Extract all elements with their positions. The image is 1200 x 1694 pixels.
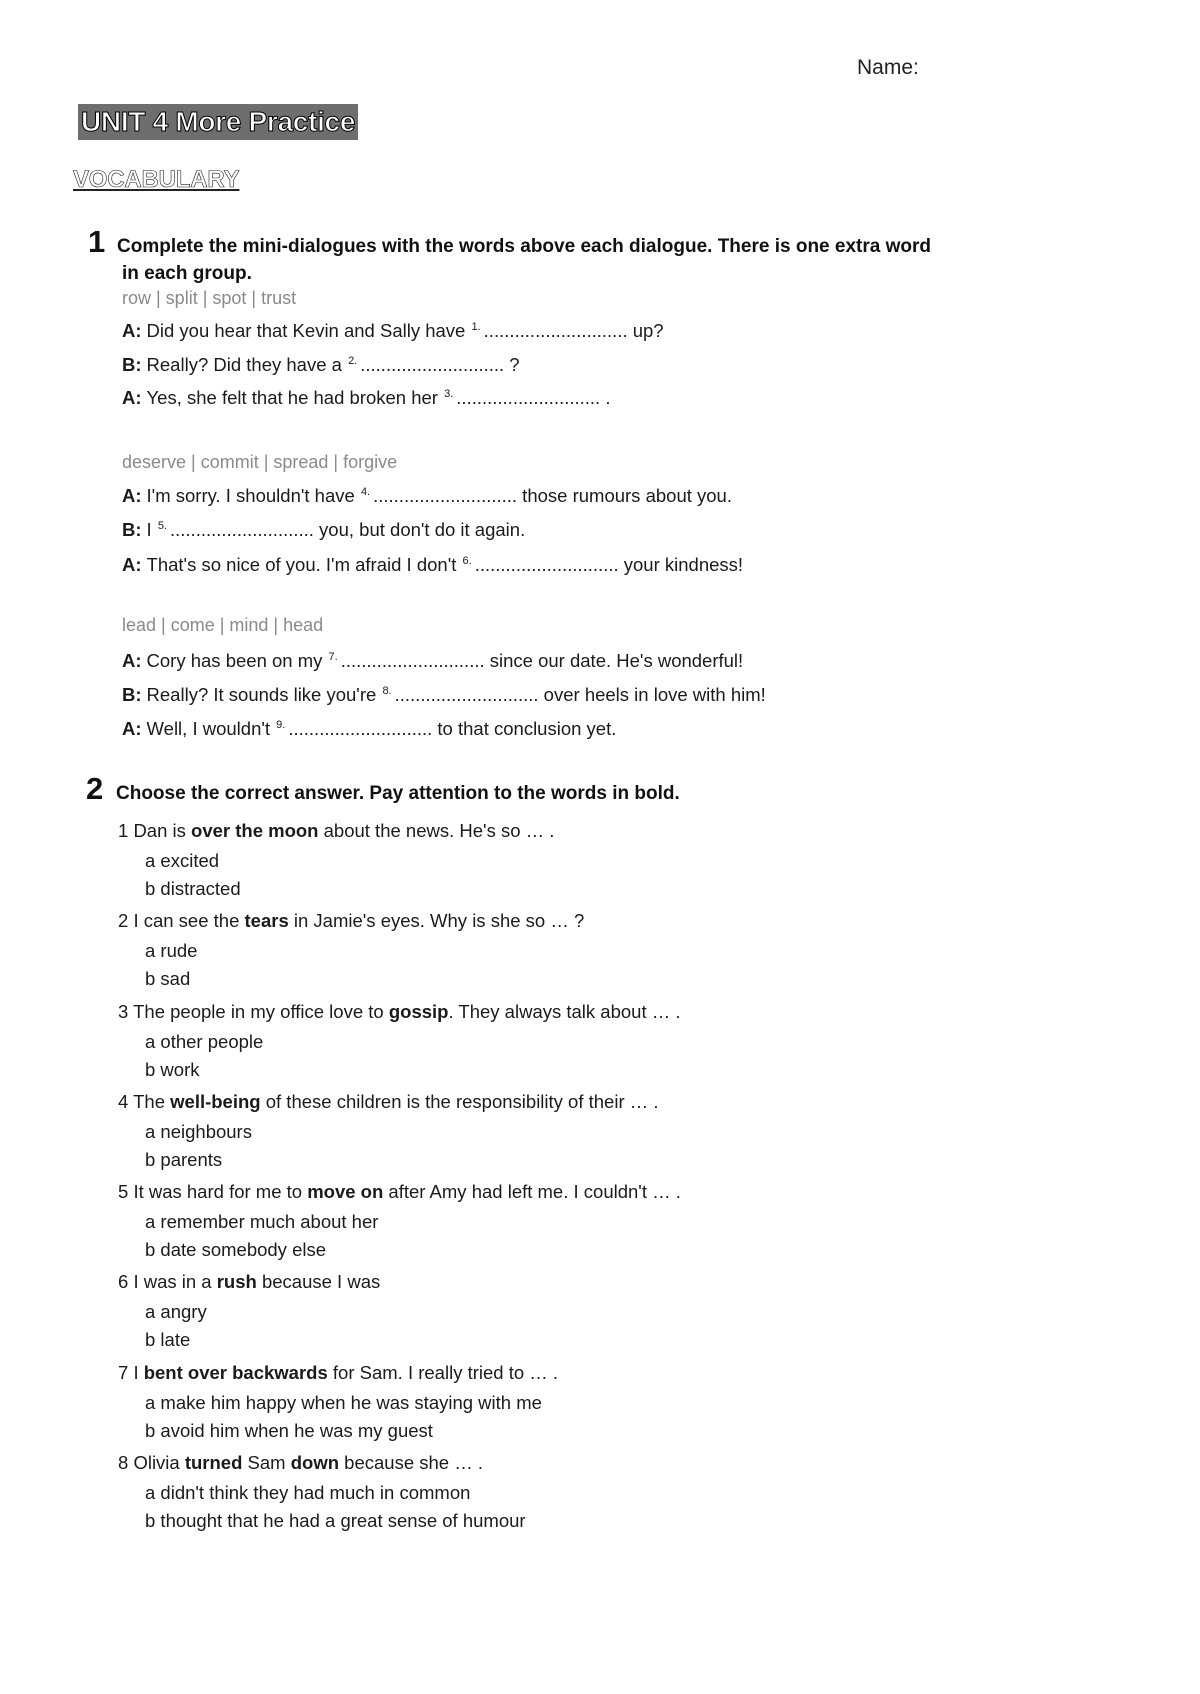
dialogue-text: Really? It sounds like you're <box>146 684 377 705</box>
bold-phrase: gossip <box>388 1001 449 1022</box>
gap-number: 3. <box>444 387 454 400</box>
answer-option-a[interactable]: a remember much about her <box>145 1211 379 1232</box>
speaker-label: A: <box>122 320 142 341</box>
dialogue-line <box>122 485 732 507</box>
question-text: of these children is the responsibility of their … . <box>260 1091 659 1112</box>
question-text: because I was <box>256 1271 381 1292</box>
dialogue-text: you, but don't do it again. <box>313 519 526 540</box>
dialogue-text: those rumours about you. <box>517 485 732 506</box>
answer-option-b[interactable]: b work <box>145 1059 200 1080</box>
bold-phrase: well-being <box>170 1091 261 1112</box>
bold-phrase: rush <box>216 1271 257 1292</box>
bold-phrase: bent over backwards <box>143 1362 328 1383</box>
dialogue-text: Cory has been on my <box>146 650 323 671</box>
question-line <box>118 1362 558 1384</box>
question-line <box>118 1001 681 1023</box>
gap-number: 1. <box>471 320 481 333</box>
answer-option-a[interactable]: a excited <box>145 850 220 871</box>
answer-option-b[interactable]: b late <box>145 1329 191 1350</box>
answer-option-b[interactable]: b sad <box>145 968 191 989</box>
question-number: 6 <box>118 1271 129 1292</box>
dialogue-text: over heels in love with him! <box>538 684 766 705</box>
speaker-label: A: <box>122 485 142 506</box>
answer-option-b[interactable]: b date somebody else <box>145 1239 327 1260</box>
answer-gap[interactable]: ............................ <box>373 485 518 506</box>
question-number: 5 <box>118 1181 129 1202</box>
question-text: I can see the <box>133 910 245 931</box>
exercise-instruction: Complete the mini-dialogues with the words above each dialogue. There is one extra word <box>117 236 931 257</box>
dialogue-text: your kindness! <box>618 554 744 575</box>
question-text: Sam <box>242 1452 291 1473</box>
answer-option-b[interactable]: b thought that he had a great sense of humour <box>145 1510 526 1531</box>
bold-phrase: turned <box>184 1452 243 1473</box>
answer-option-b[interactable]: b avoid him when he was my guest <box>145 1420 433 1441</box>
question-text: after Amy had left me. I couldn't … . <box>383 1181 681 1202</box>
dialogue-line <box>122 320 664 342</box>
answer-option-a[interactable]: a make him happy when he was staying with me <box>145 1392 542 1413</box>
question-text: . They always talk about … . <box>448 1001 681 1022</box>
gap-number: 4. <box>360 485 371 498</box>
question-number: 8 <box>118 1452 129 1473</box>
question-text: The <box>133 1091 171 1112</box>
question-text: I <box>133 1362 144 1383</box>
gap-number: 7. <box>328 650 338 663</box>
speaker-label: A: <box>122 718 142 739</box>
unit-title: UNIT 4 More Practice <box>78 104 358 140</box>
question-text: Dan is <box>133 820 192 841</box>
question-number: 2 <box>118 910 129 931</box>
dialogue-text: I <box>146 519 152 540</box>
dialogue-line <box>122 718 616 740</box>
dialogue-text: . <box>600 387 611 408</box>
bold-phrase: down <box>290 1452 340 1473</box>
question-text: It was hard for me to <box>133 1181 308 1202</box>
answer-option-b[interactable]: b distracted <box>145 878 241 899</box>
answer-gap[interactable]: ............................ <box>360 354 505 375</box>
question-number: 7 <box>118 1362 129 1383</box>
dialogue-text: since our date. He's wonderful! <box>484 650 744 671</box>
exercise-number: 1 <box>88 224 106 259</box>
gap-number: 9. <box>276 718 286 731</box>
question-line <box>118 1181 681 1203</box>
speaker-label: A: <box>122 387 142 408</box>
dialogue-text: Really? Did they have a <box>146 354 342 375</box>
bold-phrase: move on <box>307 1181 384 1202</box>
name-label: Name: <box>857 56 919 79</box>
speaker-label: B: <box>122 684 142 705</box>
dialogue-line <box>122 519 525 541</box>
question-text: Olivia <box>133 1452 185 1473</box>
question-line <box>118 910 584 932</box>
answer-option-a[interactable]: a rude <box>145 940 198 961</box>
question-line <box>118 1452 483 1474</box>
answer-option-b[interactable]: b parents <box>145 1149 223 1170</box>
word-box: row | split | spot | trust <box>122 288 297 308</box>
question-number: 3 <box>118 1001 129 1022</box>
answer-gap[interactable]: ............................ <box>170 519 314 540</box>
answer-gap[interactable]: ............................ <box>288 718 433 739</box>
dialogue-line <box>122 684 766 706</box>
gap-number: 8. <box>382 684 392 697</box>
speaker-label: A: <box>122 650 142 671</box>
dialogue-line <box>122 387 610 409</box>
dialogue-text: to that conclusion yet. <box>432 718 617 739</box>
speaker-label: A: <box>122 554 142 575</box>
section-title: VOCABULARY <box>73 166 240 193</box>
dialogue-line <box>122 554 743 576</box>
gap-number: 2. <box>348 354 358 367</box>
dialogue-text: Yes, she felt that he had broken her <box>146 387 438 408</box>
dialogue-text: I'm sorry. I shouldn't have <box>146 485 355 506</box>
answer-gap[interactable]: ............................ <box>394 684 539 705</box>
question-text: The people in my office love to <box>133 1001 389 1022</box>
word-box: lead | come | mind | head <box>122 615 324 635</box>
speaker-label: B: <box>122 354 142 375</box>
question-text: about the news. He's so … . <box>318 820 555 841</box>
answer-gap[interactable]: ............................ <box>456 387 601 408</box>
answer-gap[interactable]: ............................ <box>474 554 619 575</box>
question-number: 4 <box>118 1091 129 1112</box>
question-text: I was in a <box>133 1271 217 1292</box>
dialogue-text: Well, I wouldn't <box>146 718 271 739</box>
answer-option-a[interactable]: a didn't think they had much in common <box>145 1482 471 1503</box>
question-text: because she … . <box>339 1452 484 1473</box>
bold-phrase: over the moon <box>191 820 319 841</box>
answer-gap[interactable]: ............................ <box>483 320 628 341</box>
gap-number: 6. <box>462 554 472 567</box>
question-line <box>118 1091 659 1113</box>
question-number: 1 <box>118 820 129 841</box>
question-line <box>118 820 554 842</box>
exercise-instruction: Choose the correct answer. Pay attention to the words in bold. <box>116 783 680 804</box>
dialogue-text: That's so nice of you. I'm afraid I don't <box>146 554 457 575</box>
dialogue-line <box>122 650 743 672</box>
dialogue-text: ? <box>504 354 520 375</box>
answer-option-a[interactable]: a neighbours <box>145 1121 252 1142</box>
answer-gap[interactable]: ............................ <box>340 650 485 671</box>
exercise-instruction: in each group. <box>122 263 252 284</box>
exercise-number: 2 <box>86 771 104 806</box>
gap-number: 5. <box>157 519 167 532</box>
answer-option-a[interactable]: a angry <box>145 1301 207 1322</box>
bold-phrase: tears <box>244 910 289 931</box>
question-line <box>118 1271 380 1293</box>
question-text: in Jamie's eyes. Why is she so … ? <box>288 910 585 931</box>
dialogue-line <box>122 354 520 376</box>
question-text: for Sam. I really tried to … . <box>327 1362 559 1383</box>
answer-option-a[interactable]: a other people <box>145 1031 264 1052</box>
speaker-label: B: <box>122 519 142 540</box>
dialogue-text: Did you hear that Kevin and Sally have <box>146 320 466 341</box>
dialogue-text: up? <box>627 320 664 341</box>
word-box: deserve | commit | spread | forgive <box>122 452 398 472</box>
